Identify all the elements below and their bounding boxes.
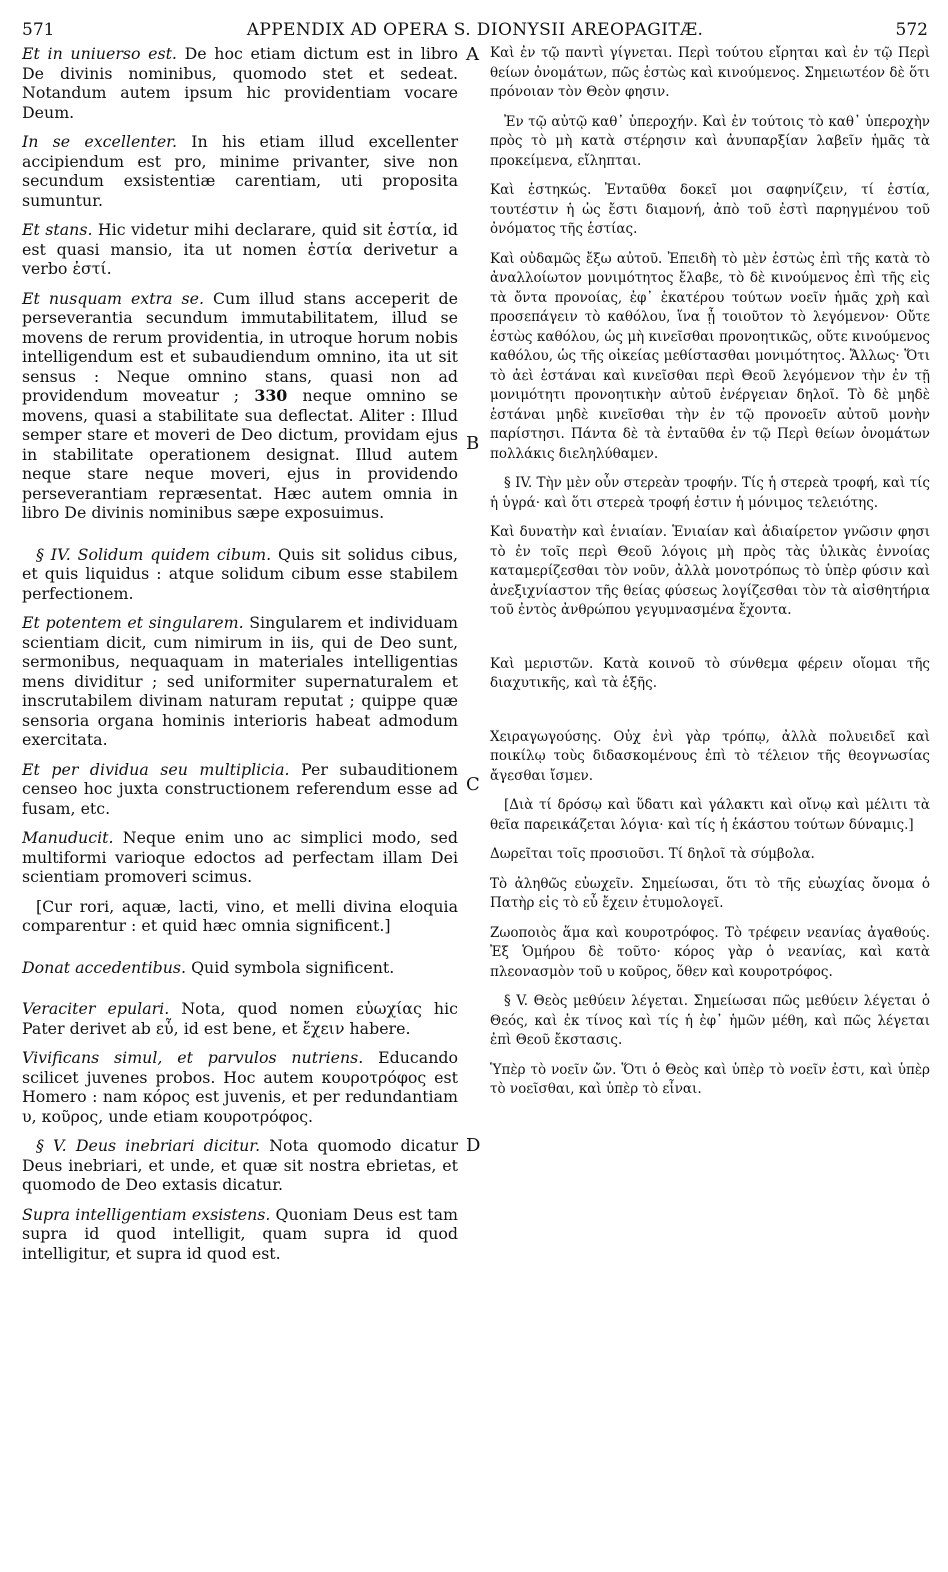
latin-paragraph: Et nusquam extra se. Cum illud stans acceperit de perseverantia secundum immutabilitatem, illud se movens de rerum providentia, in utroque horum nobis intelligendum est et subaudiendum omnino, ita ut sit sensus : Neque omnino stans, quasi non ad providendum moveatur ; 330 neque omnino se movens, quasi a stabilitate sua deflectat. Aliter : Illud semper stare et moveri de Deo dictum, providam ejus in stabilitate operationem designat. Illud autem neque stare neque moveri, ejus in providendo perseverantiam repræsentat. Hæc autem omnia in libro De divinis nominibus sæpe exposuimus. [22,288,458,522]
latin-paragraph: § V. Deus inebriari dicitur. Nota quomodo dicatur Deus inebriari, et unde, et quæ sit nostra ebrietas, et quomodo de Deo extasis dicatur. [22,1136,458,1194]
latin-column [22,44,458,1263]
greek-column [490,44,930,1100]
margin-letter-d: D [466,1135,481,1156]
greek-paragraph: Ὑπὲρ τὸ νοεῖν ὤν. Ὅτι ὁ Θεὸς καὶ ὑπὲρ τὸ νοεῖν ἐστι, καὶ ὑπὲρ τὸ νοεῖσθαι, καὶ ὑπὲρ τὸ εἶναι. [490,1061,930,1097]
margin-letter-c: C [466,774,480,795]
latin-paragraph: Veraciter epulari. Nota, quod nomen εὐωχίας hic Pater derivet ab εὖ, id est bene, et ἔχειν habere. [22,999,458,1038]
greek-paragraph: Δωρεῖται τοῖς προσιοῦσι. Τί δηλοῖ τὰ σύμβολα. [490,846,815,862]
greek-paragraph: Ἐν τῷ αὐτῷ καθ᾽ ὑπεροχήν. Καὶ ἐν τούτοις τὸ καθ᾽ ὑπεροχὴν πρὸς τὸ μὴ κατὰ στέρησιν καὶ ἀνυπαρξίαν λαβεῖν ἡμᾶς τὰ προκείμενα, εἴληπται. [490,113,930,169]
latin-paragraph: Et stans. Hic videtur mihi declarare, quid sit ἑστία, id est quasi mansio, ita ut nomen ἑστία derivetur a verbo ἐστί. [22,220,458,278]
greek-paragraph: Καὶ δυνατὴν καὶ ἑνιαίαν. Ἑνιαίαν καὶ ἀδιαίρετον γνῶσιν φησι τὸ ἐν τοῖς περὶ Θεοῦ λόγοις μὴ πρὸς τὰς ὑλικὰς ἐννοίας καταμερίζεσθαι τὸν νοῦν, ἀλλὰ μονοτρόπως τὸ ὑπὲρ φύσιν καὶ ἀνεξιχνίαστον τῆς θείας φύσεως λογίζεσθαι τὸν τὰ αἰσθητήρια τοῦ ἐντὸς ἀνθρώπου γεγυμνασμένα ἔχοντα. [490,524,930,618]
latin-paragraph: [Cur rori, aquæ, lacti, vino, et melli divina eloquia comparentur : et quid hæc omnia significent.] [22,896,458,935]
latin-paragraph: § IV. Solidum quidem cibum. Quis sit solidus cibus, et quis liquidus : atque solidum cibum esse stabilem perfectionem. [22,544,458,603]
latin-paragraph: Et per dividua seu multiplicia. Per subauditionem censeo hoc juxta constructionem referendum esse ad fusam, etc. [22,759,458,818]
latin-paragraph: Et in uniuerso est. De hoc etiam dictum est in libro De divinis nominibus, quomodo stet et sedeat. Notandum autem ipsum hic providentiam vocare Deum. [22,44,458,122]
running-title: APPENDIX AD OPERA S. DIONYSII AREOPAGITÆ. [246,20,704,40]
greek-paragraph: Χειραγωγούσης. Οὐχ ἑνὶ γὰρ τρόπῳ, ἀλλὰ πολυειδεῖ καὶ ποικίλῳ τοὺς διδασκομένους ἐπὶ τὸ τέλειον τῆς θεογνωσίας ἄγεσθαι ἴσμεν. [490,728,930,784]
greek-paragraph: Ζωοποιὸς ἅμα καὶ κουροτρόφος. Τὸ τρέφειν νεανίας ἀγαθούς. Ἐξ Ὁμήρου δὲ τοῦτο· κόρος γὰρ ὁ νεανίας, καὶ κατὰ πλεονασμὸν τοῦ υ κοῦρος, ὅθεν καὶ κουροτρόφος. [490,924,930,980]
column-number: 330 [239,386,303,405]
greek-paragraph: Καὶ ἑστηκώς. Ἐνταῦθα δοκεῖ μοι σαφηνίζειν, τί ἑστία, τουτέστιν ἡ ὡς ἔστι διαμονή, ἀπὸ τοῦ ἐστὶ παρηγμένου τοῦ ὀνόματος τῆς ἑστίας. [490,182,930,237]
latin-paragraph: Supra intelligentiam exsistens. Quoniam Deus est tam supra id quod intelligit, quam supra id quod intelligitur, et supra id quod est. [22,1204,458,1263]
greek-paragraph: Καὶ μεριστῶν. Κατὰ κοινοῦ τὸ σύνθεμα φέρειν οἴομαι τῆς διαχυτικῆς, καὶ τὰ ἑξῆς. [490,655,930,691]
margin-letter-b: B [466,433,480,454]
greek-paragraph: § V. Θεὸς μεθύειν λέγεται. Σημείωσαι πῶς μεθύειν λέγεται ὁ Θεός, καὶ ἐκ τίνος καὶ τίς ἡ ἐφ᾽ ἡμῶν μέθη, καὶ πῶς λέγεται ἐπὶ Θεοῦ ἔκστασις. [490,993,930,1048]
margin-letter-a: A [466,44,479,65]
greek-paragraph: Καὶ ἐν τῷ παντὶ γίγνεται. Περὶ τούτου εἴρηται καὶ ἐν τῷ Περὶ θείων ὀνομάτων, πῶς ἑστὼς καὶ κινούμενος. Σημειωτέον δὲ ὅτι πρόνοιαν τὸν Θεὸν φησιν. [490,45,930,100]
greek-paragraph: Τὸ ἀληθῶς εὐωχεῖν. Σημείωσαι, ὅτι τὸ τῆς εὐωχίας ὄνομα ὁ Πατὴρ εἰς τὸ εὖ ἔχειν ἐτυμολογεῖ. [490,875,930,911]
greek-paragraph: [Διὰ τί δρόσῳ καὶ ὕδατι καὶ γάλακτι καὶ οἴνῳ καὶ μέλιτι τὰ θεῖα παρεικάζεται λόγια· καὶ τίς ἡ ἑκάστου τούτων δύναμις.] [490,797,930,833]
page-number-left: 571 [22,20,55,40]
latin-paragraph: Manuducit. Neque enim uno ac simplici modo, sed multiformi varioque edoctos ad perfectam illam Dei scientiam promoveri scimus. [22,828,458,886]
greek-paragraph: § IV. Τὴν μὲν οὖν στερεὰν τροφήν. Τίς ἡ στερεὰ τροφή, καὶ τίς ἡ ὑγρά· καὶ ὅτι στερεὰ τροφή ἐστιν ἡ μόνιμος τελειότης. [490,475,930,511]
latin-paragraph: Donat accedentibus. Quid symbola significent. [22,957,395,977]
latin-paragraph: Vivificans simul, et parvulos nutriens. Educando scilicet juvenes probos. Hoc autem κουροτρόφος est Homero : nam κόρος est juvenis, et per redundantiam υ, κοῦρος, unde etiam κουροτρόφος. [22,1048,458,1126]
latin-paragraph: In se excellenter. In his etiam illud excellenter accipiendum est pro, minime privanter, sive non secundum exsistentiæ carentiam, uti proposita sumuntur. [22,132,458,210]
page-number-right: 572 [895,20,928,40]
greek-paragraph: Καὶ οὐδαμῶς ἔξω αὐτοῦ. Ἐπειδὴ τὸ μὲν ἑστὼς ἐπὶ τῆς κατὰ τὸ ἀναλλοίωτον μονιμότητος ἔλαβε, τὸ δὲ κινούμενος ἐπὶ τῆς εἰς τὰ ὄντα προνοίας, ἐφ᾽ ἑκατέρου τούτων νοεῖν ἡμᾶς χρὴ καὶ προσεπάγειν τὸ καθόλου, ἵνα ᾖ τοιοῦτον τὸ λεγόμενον· Οὔτε ἑστὼς καθόλου, ὡς μὴ κινεῖσθαι προνοητικῶς, οὔτε κινούμενος καθόλου, ὡς τῆς οἰκείας μεθίστασθαι μονιμότητος. Ἄλλως· Ὅτι τὸ ἀεὶ ἑστάναι καὶ κινεῖσθαι περὶ Θεοῦ λεγόμενον τὴν ἐν τῇ μονιμότητι προνοητικὴν αὐτοῦ ἐνέργειαν δηλοῖ. Τὸ δὲ μηδὲ ἑστάναι μηδὲ κινεῖσθαι τὴν ἐν τῷ προνοεῖν αὐτοῦ μονὴν παρίστησι. Πάντα δὲ τὰ ἐνταῦθα ἐν τῷ Περὶ θείων ὀνομάτων πολλάκις διεληλύθαμεν. [490,250,930,462]
running-header [22,20,928,44]
latin-paragraph: Et potentem et singularem. Singularem et individuam scientiam dicit, cum nimirum in iis, qui de Deo sunt, sermonibus, nequaquam in materiales intelligentias mens dividitur ; sed uniformiter supernaturalem et inscrutabilem divinam naturam reputat ; quippe quæ sensoria organa hominis interioris habeat admodum exercitata. [22,613,458,749]
